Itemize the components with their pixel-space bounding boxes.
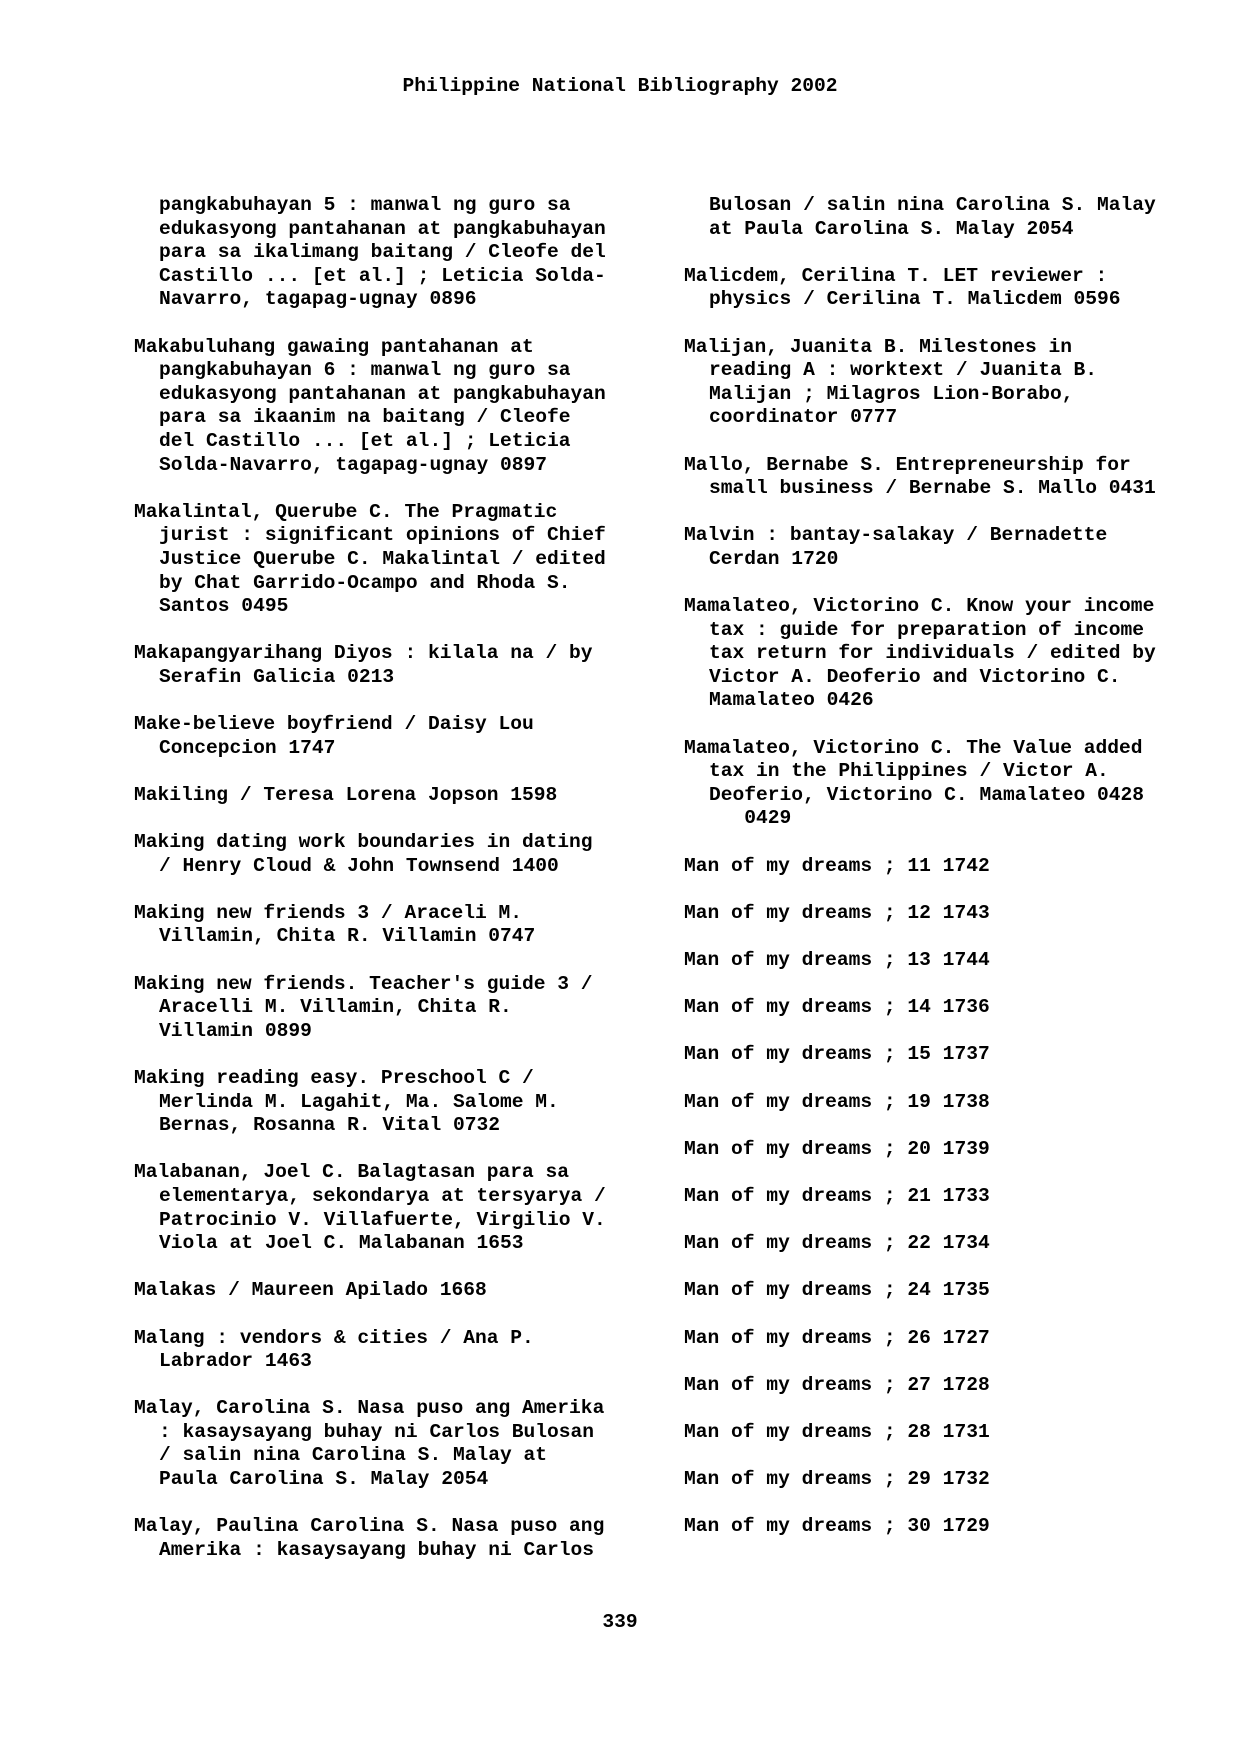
left-column bbox=[134, 194, 674, 1586]
entry-line: Make-believe boyfriend / Daisy Lou bbox=[134, 713, 534, 736]
bibliography-entry bbox=[684, 1374, 1214, 1398]
entry-line: Mallo, Bernabe S. Entrepreneurship for bbox=[684, 453, 1131, 476]
entry-line: Villamin, Chita R. Villamin 0747 bbox=[159, 925, 536, 948]
entry-line: Castillo ... [et al.] ; Leticia Solda- bbox=[159, 264, 606, 287]
bibliography-entry bbox=[134, 1515, 674, 1562]
bibliography-entry bbox=[134, 902, 674, 949]
entry-line: Amerika : kasaysayang buhay ni Carlos bbox=[159, 1538, 595, 1561]
entry-line: Man of my dreams ; 24 1735 bbox=[684, 1279, 990, 1302]
entry-line: Man of my dreams ; 30 1729 bbox=[684, 1515, 990, 1538]
entry-line: Makiling / Teresa Lorena Jopson 1598 bbox=[134, 783, 558, 806]
entry-line: Malabanan, Joel C. Balagtasan para sa bbox=[134, 1161, 570, 1184]
entry-line: Bernas, Rosanna R. Vital 0732 bbox=[159, 1114, 500, 1137]
entry-line: Navarro, tagapag-ugnay 0896 bbox=[159, 288, 477, 311]
entry-line: Man of my dreams ; 27 1728 bbox=[684, 1373, 990, 1396]
entry-line: Man of my dreams ; 20 1739 bbox=[684, 1137, 990, 1160]
entry-line: Makapangyarihang Diyos : kilala na / by bbox=[134, 642, 593, 665]
bibliography-entry bbox=[684, 454, 1214, 501]
entry-line: tax : guide for preparation of income bbox=[709, 618, 1145, 641]
entry-line: at Paula Carolina S. Malay 2054 bbox=[709, 217, 1074, 240]
entry-line: Man of my dreams ; 13 1744 bbox=[684, 949, 990, 971]
entry-line: Making reading easy. Preschool C / bbox=[134, 1066, 534, 1089]
page-title: Philippine National Bibliography 2002 bbox=[402, 75, 838, 97]
entry-line: Man of my dreams ; 21 1733 bbox=[684, 1184, 990, 1207]
entry-line: reading A : worktext / Juanita B. bbox=[709, 359, 1098, 382]
bibliography-entry bbox=[134, 336, 674, 478]
bibliography-entry bbox=[134, 1161, 674, 1255]
bibliography-entry bbox=[684, 265, 1214, 312]
bibliography-entry bbox=[684, 737, 1214, 831]
entry-line: pangkabuhayan 6 : manwal ng guro sa bbox=[159, 359, 571, 382]
entry-line: Malijan ; Milagros Lion-Borabo, bbox=[709, 382, 1074, 405]
bibliography-entry bbox=[134, 831, 674, 878]
bibliography-entry bbox=[134, 194, 674, 312]
entry-line: by Chat Garrido-Ocampo and Rhoda S. bbox=[159, 571, 571, 594]
entry-line: tax in the Philippines / Victor A. bbox=[709, 760, 1109, 783]
entry-line: Viola at Joel C. Malabanan 1653 bbox=[159, 1232, 524, 1255]
entry-line: Cerdan 1720 bbox=[709, 547, 839, 570]
entry-line: Mamalateo, Victorino C. The Value added bbox=[684, 736, 1143, 759]
bibliography-entry bbox=[684, 1279, 1214, 1303]
bibliography-entry bbox=[684, 949, 1214, 973]
bibliography-entry bbox=[134, 501, 674, 619]
entry-line: Man of my dreams ; 28 1731 bbox=[684, 1420, 990, 1443]
entry-line: edukasyong pantahanan at pangkabuhayan bbox=[159, 217, 606, 240]
bibliography-entry bbox=[684, 595, 1214, 713]
entry-line: physics / Cerilina T. Malicdem 0596 bbox=[709, 288, 1121, 311]
entry-line: Aracelli M. Villamin, Chita R. bbox=[159, 996, 512, 1019]
entry-line: Man of my dreams ; 14 1736 bbox=[684, 996, 990, 1019]
entry-line: pangkabuhayan 5 : manwal ng guro sa bbox=[159, 194, 571, 216]
bibliography-entry bbox=[684, 1043, 1214, 1067]
entry-line: jurist : significant opinions of Chief bbox=[159, 524, 606, 547]
entry-line: Malvin : bantay-salakay / Bernadette bbox=[684, 524, 1108, 547]
entry-line: Merlinda M. Lagahit, Ma. Salome M. bbox=[159, 1090, 559, 1113]
bibliography-entry bbox=[134, 973, 674, 1044]
entry-line: Patrocinio V. Villafuerte, Virgilio V. bbox=[159, 1208, 606, 1231]
entry-line: Deoferio, Victorino C. Mamalateo 0428 bbox=[709, 783, 1145, 806]
entry-line: Labrador 1463 bbox=[159, 1350, 312, 1373]
entry-line: Serafin Galicia 0213 bbox=[159, 665, 395, 688]
entry-line: Makalintal, Querube C. The Pragmatic bbox=[134, 500, 558, 523]
bibliography-entry bbox=[684, 902, 1214, 926]
bibliography-entry bbox=[684, 524, 1214, 571]
bibliography-entry bbox=[134, 1067, 674, 1138]
bibliography-entry bbox=[134, 784, 674, 808]
entry-line: Malakas / Maureen Apilado 1668 bbox=[134, 1279, 487, 1302]
bibliography-entry bbox=[134, 1397, 674, 1491]
entry-line: Makabuluhang gawaing pantahanan at bbox=[134, 335, 534, 358]
bibliography-entry bbox=[134, 1327, 674, 1374]
right-column bbox=[684, 194, 1214, 1562]
entry-line: edukasyong pantahanan at pangkabuhayan bbox=[159, 382, 606, 405]
entry-line: Mamalateo, Victorino C. Know your income bbox=[684, 595, 1155, 618]
entry-line: Concepcion 1747 bbox=[159, 736, 336, 759]
entry-line: / salin nina Carolina S. Malay at bbox=[159, 1444, 548, 1467]
bibliography-entry bbox=[684, 1091, 1214, 1115]
entry-line: Victor A. Deoferio and Victorino C. bbox=[709, 665, 1121, 688]
entry-line: Making dating work boundaries in dating bbox=[134, 831, 593, 854]
entry-line: 0429 bbox=[709, 807, 792, 830]
bibliography-entry bbox=[684, 1421, 1214, 1445]
entry-line: Malijan, Juanita B. Milestones in bbox=[684, 335, 1073, 358]
entry-line: Justice Querube C. Makalintal / edited bbox=[159, 547, 606, 570]
entry-line: coordinator 0777 bbox=[709, 406, 898, 429]
entry-line: Solda-Navarro, tagapag-ugnay 0897 bbox=[159, 453, 548, 476]
bibliography-entry bbox=[684, 1185, 1214, 1209]
bibliography-entry bbox=[684, 1468, 1214, 1492]
bibliography-entry bbox=[134, 713, 674, 760]
entry-line: Malicdem, Cerilina T. LET reviewer : bbox=[684, 264, 1108, 287]
entry-line: Man of my dreams ; 26 1727 bbox=[684, 1326, 990, 1349]
bibliography-entry bbox=[134, 1279, 674, 1303]
entry-line: Malang : vendors & cities / Ana P. bbox=[134, 1326, 534, 1349]
entry-line: : kasaysayang buhay ni Carlos Bulosan bbox=[159, 1420, 595, 1443]
entry-line: para sa ikalimang baitang / Cleofe del bbox=[159, 241, 606, 264]
entry-line: Man of my dreams ; 15 1737 bbox=[684, 1043, 990, 1066]
entry-line: Santos 0495 bbox=[159, 595, 289, 618]
bibliography-entry bbox=[684, 1515, 1214, 1539]
bibliography-entry bbox=[684, 194, 1214, 241]
entry-line: Bulosan / salin nina Carolina S. Malay bbox=[709, 194, 1156, 216]
bibliography-entry bbox=[134, 642, 674, 689]
entry-line: Mamalateo 0426 bbox=[709, 689, 874, 712]
entry-line: Paula Carolina S. Malay 2054 bbox=[159, 1468, 489, 1491]
entry-line: Man of my dreams ; 12 1743 bbox=[684, 901, 990, 924]
page-number: 339 bbox=[602, 1611, 638, 1633]
bibliography-entry bbox=[684, 855, 1214, 879]
bibliography-entry bbox=[684, 336, 1214, 430]
entry-line: small business / Bernabe S. Mallo 0431 bbox=[709, 477, 1156, 500]
entry-line: Man of my dreams ; 19 1738 bbox=[684, 1090, 990, 1113]
entry-line: Villamin 0899 bbox=[159, 1019, 312, 1042]
entry-line: Making new friends 3 / Araceli M. bbox=[134, 901, 523, 924]
entry-line: para sa ikaanim na baitang / Cleofe bbox=[159, 406, 571, 429]
entry-line: del Castillo ... [et al.] ; Leticia bbox=[159, 429, 571, 452]
entry-line: tax return for individuals / edited by bbox=[709, 642, 1156, 665]
bibliography-entry bbox=[684, 1232, 1214, 1256]
entry-line: Man of my dreams ; 29 1732 bbox=[684, 1468, 990, 1491]
entry-line: Malay, Carolina S. Nasa puso ang Amerika bbox=[134, 1397, 605, 1420]
entry-line: Man of my dreams ; 11 1742 bbox=[684, 854, 990, 877]
entry-line: elementarya, sekondarya at tersyarya / bbox=[159, 1184, 606, 1207]
entry-line: Man of my dreams ; 22 1734 bbox=[684, 1232, 990, 1255]
entry-line: Malay, Paulina Carolina S. Nasa puso ang bbox=[134, 1515, 605, 1538]
bibliography-entry bbox=[684, 996, 1214, 1020]
entry-line: Making new friends. Teacher's guide 3 / bbox=[134, 972, 593, 995]
bibliography-entry bbox=[684, 1327, 1214, 1351]
bibliography-entry bbox=[684, 1138, 1214, 1162]
entry-line: / Henry Cloud & John Townsend 1400 bbox=[159, 854, 559, 877]
